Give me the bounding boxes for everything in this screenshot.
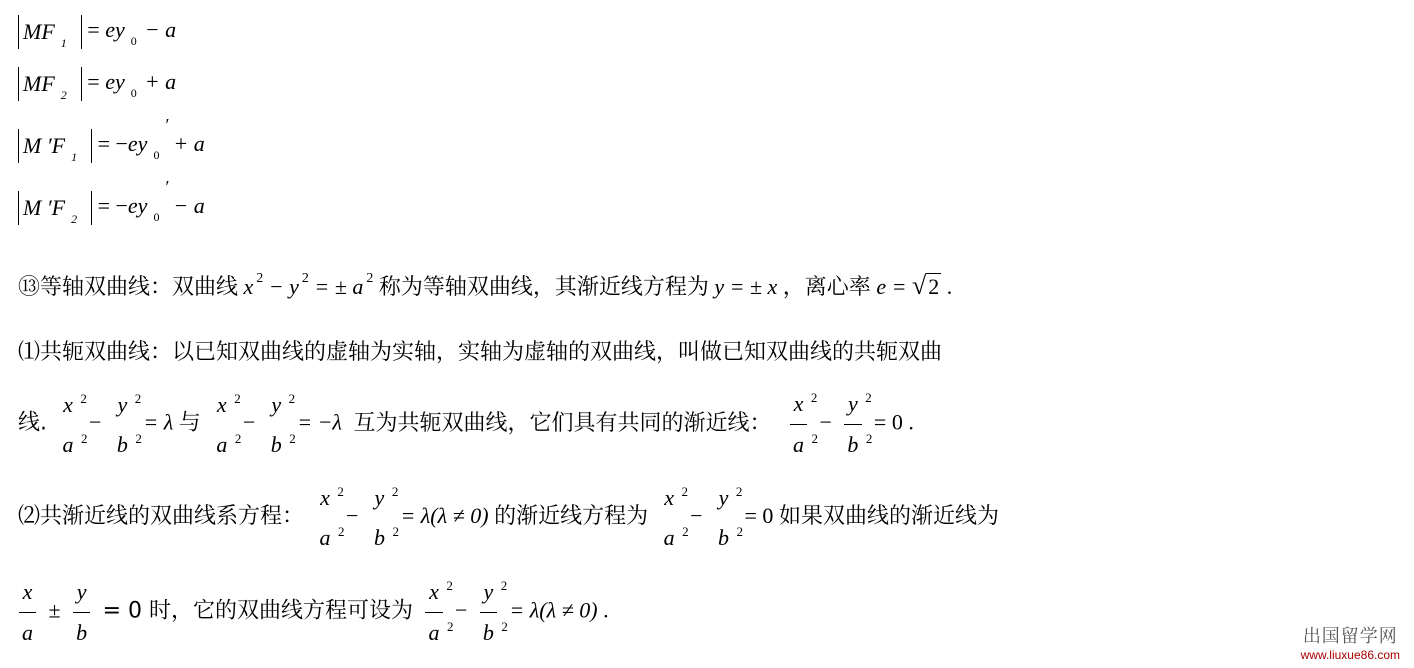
paragraph-common-asymptote-line2: $\frac{x}{a}$ ± $\frac{y}{b}$ = 0 时，它的双曲线方程可设为 x 2 a 2 − y 2 b 2 = λ(λ ≠ 0) . [18, 572, 609, 653]
formula-mf1-prime: M ′F $_1$ = −ey $_0$′+ a [18, 126, 205, 162]
formula-mf2-prime: M ′F $_2$ = −ey $_0$′− a [18, 188, 205, 224]
fraction-x2-a2: x 2 a 2 [62, 390, 88, 457]
fraction-x2-a2: x 2 a 2 [425, 572, 444, 653]
paragraph-equiaxial-hyperbola: ⑬等轴双曲线：双曲线 x $^2$ − y $^2$ = ± a $^2$ 称为等轴双曲线，其渐近线方程为 y = ± x ，离心率 e = √2 . [18, 262, 952, 310]
formula-mf2: MF $_2$ = ey $_0$ + a [18, 64, 176, 100]
fraction-x-a: $\frac{x}{a}$ [18, 572, 37, 653]
paragraph-conjugate-line1: ⑴共轭双曲线：以已知双曲线的虚轴为实轴，实轴为虚轴的双曲线，叫做已知双曲线的共轭双曲 [18, 340, 943, 365]
fraction-x2-a2: x 2 a 2 [319, 484, 345, 550]
fraction-x2-a2: x 2 a 2 [789, 384, 808, 465]
fraction-x2-a2: x 2 a 2 [216, 390, 242, 457]
fraction-x2-a2: x 2 a 2 [663, 484, 689, 550]
fraction-y2-b2: y 2 b 2 [479, 572, 498, 653]
fraction-y2-b2: y 2 b 2 [843, 384, 862, 465]
fraction-y2-b2: y 2 b 2 [718, 484, 744, 550]
fraction-y2-b2: y 2 b 2 [270, 390, 296, 457]
fraction-y2-b2: y 2 b 2 [116, 390, 142, 457]
formula-mf1: MF $_1$ = ey $_0$ − a [18, 12, 176, 48]
paragraph-conjugate-line2: 线. x 2 a 2 − y 2 b 2 = λ 与 x 2 a 2 − y 2 b 2 = −λ 互为共轭双曲线，它们具有共同的渐近线： x 2 a 2 − y 2 b 2 = 0 . [18, 384, 914, 465]
fraction-y-b: $\frac{y}{b}$ [72, 572, 91, 653]
fraction-y2-b2: y 2 b 2 [373, 484, 399, 550]
watermark-logo: 出国留学网 www.liuxue86.com [1300, 626, 1400, 662]
sqrt-expression: √2 [911, 271, 940, 300]
paragraph-common-asymptote: ⑵共渐近线的双曲线系方程： x 2 a 2 − y 2 b 2 = λ(λ ≠ 0) 的渐近线方程为 x 2 a 2 − y 2 b 2 = 0 如果双曲线的渐近线为 [18, 478, 999, 558]
